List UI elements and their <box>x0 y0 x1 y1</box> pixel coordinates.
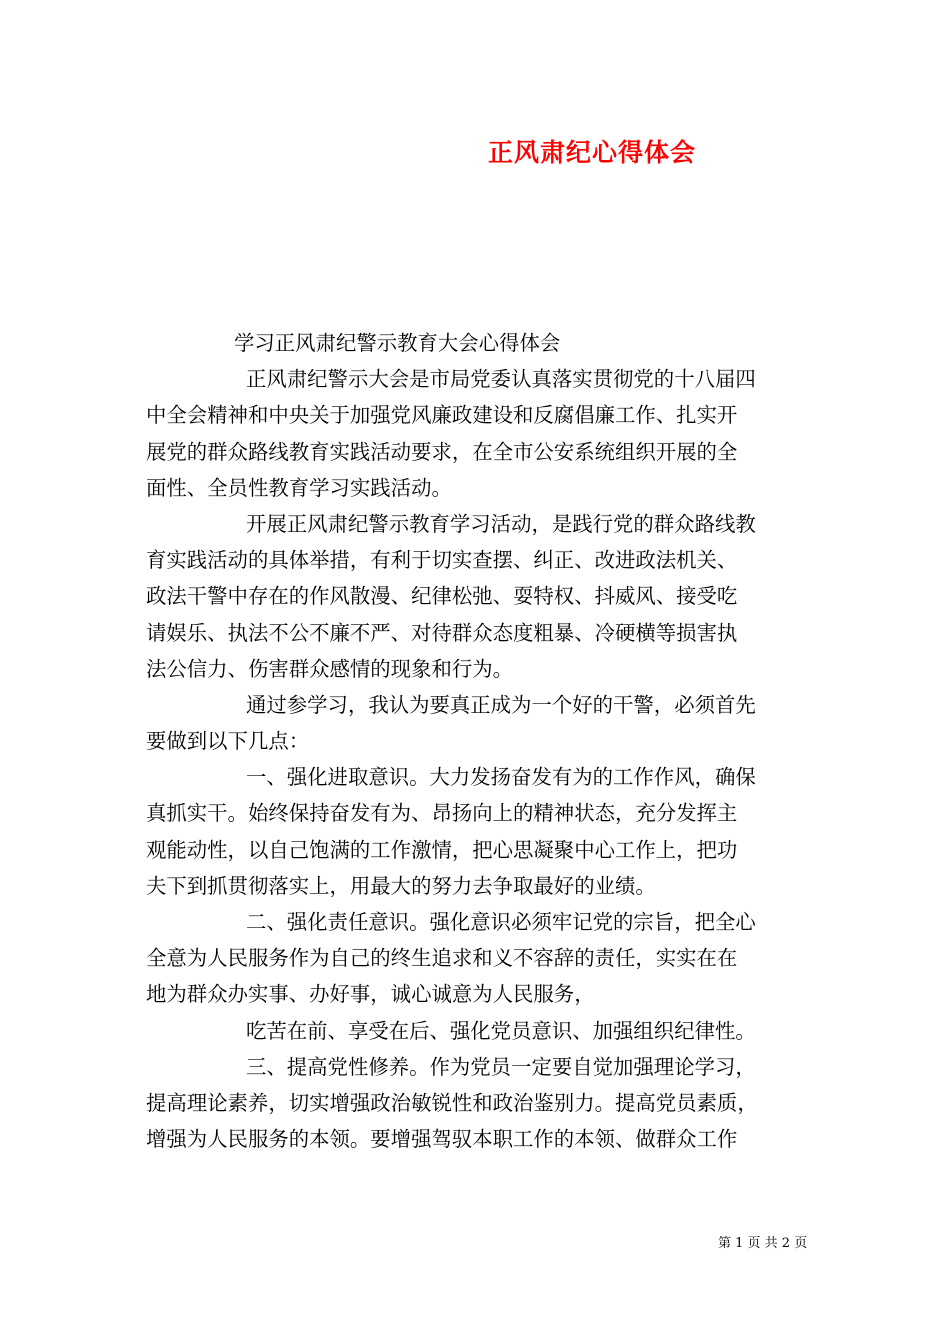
paragraph-line: 观能动性，以自己饱满的工作激情，把心思凝聚中心工作上，把功 <box>146 837 738 862</box>
paragraph-line: 政法干警中存在的作风散漫、纪律松弛、耍特权、抖威风、接受吃 <box>146 584 738 609</box>
paragraph-line: 一、强化进取意识。大力发扬奋发有为的工作作风，确保 <box>246 765 756 790</box>
page-number: 第 1 页 共 2 页 <box>718 1236 808 1251</box>
paragraph-line: 请娱乐、执法不公不廉不严、对待群众态度粗暴、冷硬横等损害执 <box>146 620 738 645</box>
paragraph-line: 中全会精神和中央关于加强党风廉政建设和反腐倡廉工作、扎实开 <box>146 403 738 428</box>
paragraph-line: 要做到以下几点： <box>146 729 310 754</box>
paragraph-line: 全意为人民服务作为自己的终生追求和义不容辞的责任，实实在在 <box>146 946 738 971</box>
paragraph-line: 夫下到抓贯彻落实上，用最大的努力去争取最好的业绩。 <box>146 873 656 898</box>
paragraph-line: 三、提高党性修养。作为党员一定要自觉加强理论学习， <box>246 1054 756 1079</box>
paragraph-line: 育实践活动的具体举措，有利于切实查摆、纠正、改进政法机关、 <box>146 548 738 573</box>
paragraph-line: 地为群众办实事、办好事，诚心诚意为人民服务， <box>146 982 595 1007</box>
paragraph-line: 增强为人民服务的本领。要增强驾驭本职工作的本领、做群众工作 <box>146 1127 738 1152</box>
document-subtitle: 学习正风肃纪警示教育大会心得体会 <box>234 331 561 355</box>
paragraph-line: 二、强化责任意识。强化意识必须牢记党的宗旨，把全心 <box>246 910 756 934</box>
paragraph-line: 展党的群众路线教育实践活动要求，在全市公安系统组织开展的全 <box>146 439 738 464</box>
paragraph-line: 正风肃纪警示大会是市局党委认真落实贯彻党的十八届四 <box>246 367 756 392</box>
paragraph-line: 开展正风肃纪警示教育学习活动，是践行党的群众路线教 <box>246 511 756 536</box>
paragraph-line: 提高理论素养，切实增强政治敏锐性和政治鉴别力。提高党员素质， <box>146 1090 758 1115</box>
paragraph-line: 吃苦在前、享受在后、强化党员意识、加强组织纪律性。 <box>246 1018 756 1043</box>
paragraph-line: 真抓实干。始终保持奋发有为、昂扬向上的精神状态，充分发挥主 <box>146 801 738 826</box>
paragraph-line: 通过参学习，我认为要真正成为一个好的干警，必须首先 <box>246 692 756 717</box>
document-body <box>146 325 814 1157</box>
page-title: 正风肃纪心得体会 <box>488 138 697 167</box>
paragraph-line: 面性、全员性教育学习实践活动。 <box>146 475 452 500</box>
paragraph-line: 法公信力、伤害群众感情的现象和行为。 <box>146 656 514 681</box>
